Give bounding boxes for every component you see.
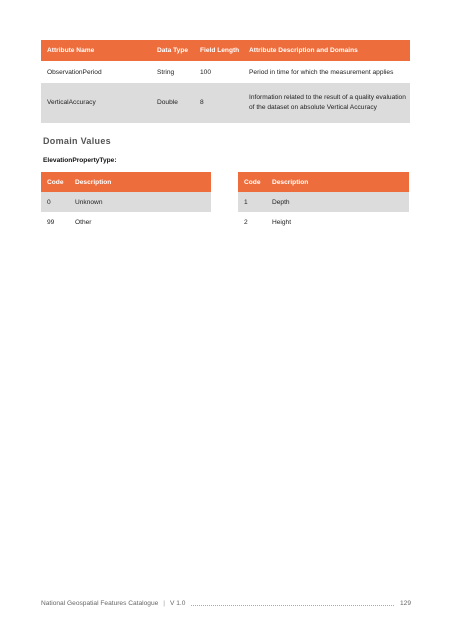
footer-document-title: National Geospatial Features Catalogue [41, 599, 159, 607]
domain-values-table-left [41, 172, 211, 232]
header-description: Description [69, 172, 211, 192]
footer-page-number: 129 [399, 599, 411, 607]
domain-values-table-right [238, 172, 409, 232]
table-row [41, 83, 410, 123]
table-row [238, 192, 409, 212]
header-code: Code [41, 172, 69, 192]
table-row [41, 212, 211, 232]
header-code: Code [238, 172, 266, 192]
cell-data-type: String [151, 61, 194, 83]
cell-code: 99 [47, 218, 55, 226]
cell-code: 1 [238, 192, 266, 212]
cell-data-type: Double [151, 83, 194, 123]
cell-code: 0 [41, 192, 69, 212]
footer-separator: | [163, 599, 166, 607]
header-data-type: Data Type [151, 40, 194, 61]
attributes-table [41, 40, 410, 123]
cell-attribute-name: VerticalAccuracy [41, 83, 151, 123]
domain-header-row [238, 172, 409, 192]
cell-field-length: 8 [194, 83, 243, 123]
cell-code: 2 [244, 218, 248, 226]
cell-attribute-name: ObservationPeriod [41, 61, 151, 83]
cell-description: Depth [266, 192, 409, 212]
property-type-label: ElevationPropertyType: [43, 157, 117, 164]
cell-description: Height [272, 218, 292, 226]
table-row [41, 61, 410, 83]
table-row [238, 212, 409, 232]
attributes-header-row [41, 40, 410, 61]
cell-description: Information related to the result of a quality evaluation of the dataset on absolute Vertical Accuracy [243, 83, 410, 123]
cell-field-length: 100 [194, 61, 243, 83]
header-description: Attribute Description and Domains [243, 40, 410, 61]
footer-version: V 1.0 [170, 599, 186, 607]
cell-description: Other [75, 218, 92, 226]
domain-header-row [41, 172, 211, 192]
section-title: Domain Values [43, 136, 111, 146]
cell-description: Period in time for which the measurement applies [243, 61, 410, 83]
cell-description: Unknown [69, 192, 211, 212]
header-description: Description [266, 172, 409, 192]
table-row [41, 192, 211, 212]
header-field-length: Field Length [194, 40, 243, 61]
page-footer [41, 598, 411, 608]
header-attribute-name: Attribute Name [41, 40, 151, 61]
footer-dot-leader [191, 600, 394, 606]
